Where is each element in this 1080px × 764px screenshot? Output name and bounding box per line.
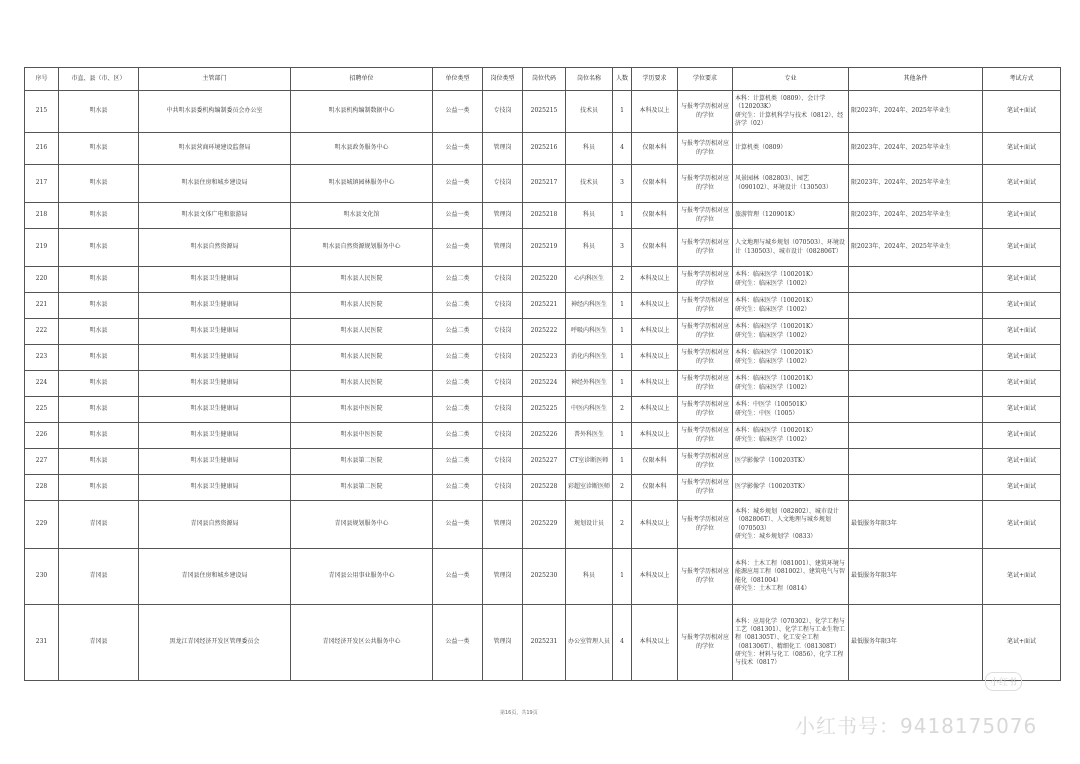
cell-post-code: 2025224 xyxy=(523,371,566,397)
cell-post-type: 管理岗 xyxy=(483,133,523,165)
page-number: 第16页，共19页 xyxy=(500,710,538,716)
cell-county: 明水县 xyxy=(59,267,139,293)
cell-no: 225 xyxy=(25,397,59,423)
cell-other xyxy=(849,371,983,397)
cell-unit: 青冈县规划服务中心 xyxy=(291,501,433,549)
cell-post-name: 中医内科医生 xyxy=(566,397,613,423)
cell-degree: 与报考学历相对应的学位 xyxy=(678,475,733,501)
cell-post-name: 神经内科医生 xyxy=(566,293,613,319)
cell-count: 3 xyxy=(613,165,632,203)
cell-post-name: 神经外科医生 xyxy=(566,371,613,397)
cell-county: 明水县 xyxy=(59,397,139,423)
cell-major: 本科：临床医学（100201K） 研究生：临床医学（1002） xyxy=(733,423,849,449)
cell-exam: 笔试+面试 xyxy=(983,203,1061,229)
cell-count: 1 xyxy=(613,91,632,133)
cell-unit-type: 公益一类 xyxy=(433,501,483,549)
cell-major: 本科：临床医学（100201K） 研究生：临床医学（1002） xyxy=(733,345,849,371)
cell-unit: 明水县政务服务中心 xyxy=(291,133,433,165)
cell-post-type: 管理岗 xyxy=(483,203,523,229)
cell-dept: 明水县卫生健康局 xyxy=(139,475,291,501)
cell-post-type: 专技岗 xyxy=(483,475,523,501)
cell-unit-type: 公益一类 xyxy=(433,91,483,133)
cell-unit-type: 公益一类 xyxy=(433,549,483,605)
cell-count: 3 xyxy=(613,229,632,267)
cell-post-type: 专技岗 xyxy=(483,371,523,397)
cell-post-name: 科员 xyxy=(566,203,613,229)
cell-unit-type: 公益二类 xyxy=(433,293,483,319)
cell-unit-type: 公益二类 xyxy=(433,475,483,501)
cell-no: 231 xyxy=(25,605,59,681)
table-row xyxy=(25,449,1061,475)
cell-degree: 与报考学历相对应的学位 xyxy=(678,165,733,203)
watermark-text: 小红书号：9418175076 xyxy=(795,714,1038,738)
cell-dept: 明水县住房和城乡建设局 xyxy=(139,165,291,203)
cell-degree: 与报考学历相对应的学位 xyxy=(678,371,733,397)
cell-county: 青冈县 xyxy=(59,605,139,681)
cell-dept: 明水县卫生健康局 xyxy=(139,293,291,319)
cell-post-type: 专技岗 xyxy=(483,293,523,319)
cell-major: 本科：应用化学（070302）、化学工程与工艺（081301）、化学工程与工业生物工程（081305T）、化工安全工程（081306T）、精细化工（081308T） 研究生：材料与化工（0856）、化学工程与技术（0817） xyxy=(733,605,849,681)
cell-no: 215 xyxy=(25,91,59,133)
cell-unit-type: 公益一类 xyxy=(433,605,483,681)
cell-dept: 明水县卫生健康局 xyxy=(139,267,291,293)
cell-county: 青冈县 xyxy=(59,501,139,549)
cell-unit: 明水县人民医院 xyxy=(291,371,433,397)
header-exam: 考试方式 xyxy=(983,68,1061,91)
cell-dept: 明水县卫生健康局 xyxy=(139,449,291,475)
cell-post-name: 技术员 xyxy=(566,165,613,203)
table-row xyxy=(25,549,1061,605)
header-county: 市直、县（市、区） xyxy=(59,68,139,91)
cell-post-code: 2025230 xyxy=(523,549,566,605)
cell-degree: 与报考学历相对应的学位 xyxy=(678,605,733,681)
table-body xyxy=(25,91,1061,681)
cell-dept: 明水县自然资源局 xyxy=(139,229,291,267)
cell-dept: 黑龙江青冈经济开发区管理委员会 xyxy=(139,605,291,681)
cell-major: 本科：临床医学（100201K） 研究生：临床医学（1002） xyxy=(733,267,849,293)
cell-other: 最低服务年限3年 xyxy=(849,549,983,605)
cell-post-name: CT室诊断医师 xyxy=(566,449,613,475)
header-count: 人数 xyxy=(613,68,632,91)
cell-other xyxy=(849,449,983,475)
table-row xyxy=(25,165,1061,203)
cell-education: 仅限本科 xyxy=(632,449,678,475)
cell-count: 2 xyxy=(613,475,632,501)
table-row xyxy=(25,293,1061,319)
watermark-badge: 小红书 xyxy=(985,672,1022,691)
table-row xyxy=(25,133,1061,165)
cell-major: 本科：计算机类（0809）、会计学（120203K） 研究生：计算机科学与技术（0812）、经济学（02） xyxy=(733,91,849,133)
cell-post-type: 管理岗 xyxy=(483,229,523,267)
cell-education: 本科及以上 xyxy=(632,267,678,293)
cell-degree: 与报考学历相对应的学位 xyxy=(678,293,733,319)
cell-degree: 与报考学历相对应的学位 xyxy=(678,549,733,605)
cell-county: 明水县 xyxy=(59,203,139,229)
table-row xyxy=(25,475,1061,501)
cell-unit-type: 公益二类 xyxy=(433,345,483,371)
cell-education: 本科及以上 xyxy=(632,371,678,397)
cell-post-name: 心内科医生 xyxy=(566,267,613,293)
cell-education: 仅限本科 xyxy=(632,133,678,165)
cell-county: 明水县 xyxy=(59,423,139,449)
header-post-type: 岗位类型 xyxy=(483,68,523,91)
cell-post-code: 2025231 xyxy=(523,605,566,681)
cell-no: 218 xyxy=(25,203,59,229)
cell-post-code: 2025219 xyxy=(523,229,566,267)
table-row xyxy=(25,267,1061,293)
cell-degree: 与报考学历相对应的学位 xyxy=(678,397,733,423)
cell-post-code: 2025229 xyxy=(523,501,566,549)
cell-count: 1 xyxy=(613,449,632,475)
cell-other xyxy=(849,345,983,371)
cell-no: 224 xyxy=(25,371,59,397)
cell-post-type: 管理岗 xyxy=(483,501,523,549)
cell-post-type: 专技岗 xyxy=(483,267,523,293)
table-row xyxy=(25,397,1061,423)
cell-county: 明水县 xyxy=(59,91,139,133)
cell-post-code: 2025223 xyxy=(523,345,566,371)
cell-education: 本科及以上 xyxy=(632,549,678,605)
cell-count: 2 xyxy=(613,397,632,423)
cell-education: 本科及以上 xyxy=(632,293,678,319)
cell-post-type: 专技岗 xyxy=(483,449,523,475)
cell-county: 明水县 xyxy=(59,229,139,267)
cell-post-code: 2025220 xyxy=(523,267,566,293)
cell-county: 明水县 xyxy=(59,133,139,165)
cell-major: 本科：土木工程（081001）、建筑环境与能源应用工程（081002）、建筑电气与智能化（081004） 研究生：土木工程（0814） xyxy=(733,549,849,605)
cell-post-name: 科员 xyxy=(566,133,613,165)
cell-major: 本科：城乡规划（082802）、城市设计（082806T）、人文地理与城乡规划（070503） 研究生：城乡规划学（0833） xyxy=(733,501,849,549)
cell-degree: 与报考学历相对应的学位 xyxy=(678,319,733,345)
cell-degree: 与报考学历相对应的学位 xyxy=(678,229,733,267)
cell-exam: 笔试+面试 xyxy=(983,449,1061,475)
table-row xyxy=(25,91,1061,133)
header-other: 其他条件 xyxy=(849,68,983,91)
cell-unit: 明水县人民医院 xyxy=(291,293,433,319)
cell-unit: 明水县城镇园林服务中心 xyxy=(291,165,433,203)
header-unit: 招聘单位 xyxy=(291,68,433,91)
cell-post-code: 2025225 xyxy=(523,397,566,423)
cell-other xyxy=(849,423,983,449)
cell-count: 1 xyxy=(613,345,632,371)
cell-unit: 明水县人民医院 xyxy=(291,319,433,345)
cell-unit-type: 公益一类 xyxy=(433,133,483,165)
cell-other xyxy=(849,293,983,319)
cell-unit-type: 公益一类 xyxy=(433,229,483,267)
cell-education: 本科及以上 xyxy=(632,501,678,549)
header-education: 学历要求 xyxy=(632,68,678,91)
cell-no: 220 xyxy=(25,267,59,293)
cell-degree: 与报考学历相对应的学位 xyxy=(678,203,733,229)
cell-education: 本科及以上 xyxy=(632,345,678,371)
cell-other xyxy=(849,319,983,345)
cell-unit-type: 公益二类 xyxy=(433,267,483,293)
cell-post-name: 规划设计员 xyxy=(566,501,613,549)
cell-other: 限2023年、2024年、2025年毕业生 xyxy=(849,203,983,229)
cell-other: 最低服务年限3年 xyxy=(849,605,983,681)
cell-unit: 明水县机构编制数据中心 xyxy=(291,91,433,133)
cell-exam: 笔试+面试 xyxy=(983,133,1061,165)
cell-unit: 明水县第二医院 xyxy=(291,449,433,475)
cell-education: 仅限本科 xyxy=(632,229,678,267)
cell-dept: 明水县卫生健康局 xyxy=(139,319,291,345)
header-dept: 主管部门 xyxy=(139,68,291,91)
cell-degree: 与报考学历相对应的学位 xyxy=(678,91,733,133)
cell-unit: 明水县中医医院 xyxy=(291,397,433,423)
cell-count: 1 xyxy=(613,371,632,397)
cell-post-code: 2025228 xyxy=(523,475,566,501)
header-unit-type: 单位类型 xyxy=(433,68,483,91)
cell-count: 2 xyxy=(613,501,632,549)
cell-post-code: 2025227 xyxy=(523,449,566,475)
cell-post-code: 2025221 xyxy=(523,293,566,319)
cell-post-type: 管理岗 xyxy=(483,605,523,681)
cell-unit: 明水县人民医院 xyxy=(291,267,433,293)
cell-no: 222 xyxy=(25,319,59,345)
cell-county: 明水县 xyxy=(59,345,139,371)
cell-post-code: 2025217 xyxy=(523,165,566,203)
cell-other: 限2023年、2024年、2025年毕业生 xyxy=(849,165,983,203)
cell-unit: 明水县人民医院 xyxy=(291,345,433,371)
cell-exam: 笔试+面试 xyxy=(983,475,1061,501)
cell-unit: 青冈县公用事业服务中心 xyxy=(291,549,433,605)
cell-major: 人文地理与城乡规划（070503）、环境设计（130503）、城市设计（082806T） xyxy=(733,229,849,267)
cell-other: 限2023年、2024年、2025年毕业生 xyxy=(849,133,983,165)
cell-other xyxy=(849,475,983,501)
cell-education: 本科及以上 xyxy=(632,319,678,345)
cell-education: 本科及以上 xyxy=(632,423,678,449)
cell-major: 本科：临床医学（100201K） 研究生：临床医学（1002） xyxy=(733,371,849,397)
cell-unit-type: 公益二类 xyxy=(433,319,483,345)
table-header xyxy=(25,68,1061,91)
cell-no: 228 xyxy=(25,475,59,501)
cell-other xyxy=(849,397,983,423)
cell-unit-type: 公益一类 xyxy=(433,203,483,229)
cell-count: 4 xyxy=(613,605,632,681)
cell-unit-type: 公益二类 xyxy=(433,371,483,397)
cell-county: 明水县 xyxy=(59,165,139,203)
cell-count: 1 xyxy=(613,549,632,605)
table-row xyxy=(25,345,1061,371)
cell-dept: 明水县卫生健康局 xyxy=(139,345,291,371)
cell-dept: 明水县文体广电和旅游局 xyxy=(139,203,291,229)
cell-dept: 明水县营商环境建设监督局 xyxy=(139,133,291,165)
cell-exam: 笔试+面试 xyxy=(983,501,1061,549)
cell-exam: 笔试+面试 xyxy=(983,423,1061,449)
cell-education: 本科及以上 xyxy=(632,91,678,133)
cell-count: 1 xyxy=(613,319,632,345)
cell-education: 仅限本科 xyxy=(632,475,678,501)
cell-degree: 与报考学历相对应的学位 xyxy=(678,133,733,165)
cell-exam: 笔试+面试 xyxy=(983,293,1061,319)
cell-post-name: 普外科医生 xyxy=(566,423,613,449)
cell-county: 明水县 xyxy=(59,319,139,345)
cell-exam: 笔试+面试 xyxy=(983,371,1061,397)
cell-exam: 笔试+面试 xyxy=(983,229,1061,267)
table-row xyxy=(25,319,1061,345)
cell-education: 本科及以上 xyxy=(632,605,678,681)
cell-no: 219 xyxy=(25,229,59,267)
cell-post-code: 2025216 xyxy=(523,133,566,165)
cell-post-name: 办公室管理人员 xyxy=(566,605,613,681)
cell-major: 医学影像学（100203TK） xyxy=(733,449,849,475)
cell-major: 医学影像学（100203TK） xyxy=(733,475,849,501)
cell-no: 217 xyxy=(25,165,59,203)
cell-post-name: 科员 xyxy=(566,229,613,267)
cell-post-code: 2025218 xyxy=(523,203,566,229)
cell-post-type: 管理岗 xyxy=(483,549,523,605)
cell-major: 本科：临床医学（100201K） 研究生：临床医学（1002） xyxy=(733,293,849,319)
cell-unit-type: 公益二类 xyxy=(433,449,483,475)
table-row xyxy=(25,423,1061,449)
cell-no: 227 xyxy=(25,449,59,475)
cell-post-name: 科员 xyxy=(566,549,613,605)
header-no: 序号 xyxy=(25,68,59,91)
cell-unit: 明水县中医医院 xyxy=(291,423,433,449)
cell-post-type: 专技岗 xyxy=(483,165,523,203)
cell-exam: 笔试+面试 xyxy=(983,605,1061,681)
recruitment-table xyxy=(24,67,1061,681)
cell-unit-type: 公益二类 xyxy=(433,397,483,423)
cell-no: 221 xyxy=(25,293,59,319)
cell-other xyxy=(849,267,983,293)
cell-dept: 明水县卫生健康局 xyxy=(139,397,291,423)
table-row xyxy=(25,203,1061,229)
cell-count: 4 xyxy=(613,133,632,165)
cell-exam: 笔试+面试 xyxy=(983,91,1061,133)
cell-count: 1 xyxy=(613,203,632,229)
header-degree: 学位要求 xyxy=(678,68,733,91)
cell-dept: 明水县卫生健康局 xyxy=(139,423,291,449)
cell-exam: 笔试+面试 xyxy=(983,549,1061,605)
cell-unit: 明水县第二医院 xyxy=(291,475,433,501)
cell-exam: 笔试+面试 xyxy=(983,267,1061,293)
cell-dept: 中共明水县委机构编制委员会办公室 xyxy=(139,91,291,133)
cell-post-type: 专技岗 xyxy=(483,397,523,423)
cell-education: 仅限本科 xyxy=(632,165,678,203)
cell-county: 明水县 xyxy=(59,475,139,501)
cell-degree: 与报考学历相对应的学位 xyxy=(678,449,733,475)
cell-post-name: 技术员 xyxy=(566,91,613,133)
cell-education: 本科及以上 xyxy=(632,397,678,423)
table-row xyxy=(25,371,1061,397)
cell-post-type: 专技岗 xyxy=(483,319,523,345)
cell-no: 223 xyxy=(25,345,59,371)
cell-major: 本科：中医学（100501K） 研究生：中医（1005） xyxy=(733,397,849,423)
cell-major: 风景园林（082803）、园艺（090102）、环境设计（130503） xyxy=(733,165,849,203)
cell-degree: 与报考学历相对应的学位 xyxy=(678,501,733,549)
cell-count: 1 xyxy=(613,423,632,449)
cell-count: 1 xyxy=(613,293,632,319)
cell-major: 本科：临床医学（100201K） 研究生：临床医学（1002） xyxy=(733,319,849,345)
cell-post-type: 专技岗 xyxy=(483,91,523,133)
cell-no: 216 xyxy=(25,133,59,165)
header-post-name: 岗位名称 xyxy=(566,68,613,91)
cell-county: 明水县 xyxy=(59,449,139,475)
cell-post-name: 彩超室诊断医师 xyxy=(566,475,613,501)
header-post-code: 岗位代码 xyxy=(523,68,566,91)
cell-degree: 与报考学历相对应的学位 xyxy=(678,267,733,293)
cell-count: 2 xyxy=(613,267,632,293)
cell-education: 仅限本科 xyxy=(632,203,678,229)
cell-dept: 青冈县住房和城乡建设局 xyxy=(139,549,291,605)
cell-post-name: 消化内科医生 xyxy=(566,345,613,371)
cell-no: 230 xyxy=(25,549,59,605)
cell-degree: 与报考学历相对应的学位 xyxy=(678,345,733,371)
cell-unit-type: 公益二类 xyxy=(433,423,483,449)
cell-unit: 青冈经济开发区公共服务中心 xyxy=(291,605,433,681)
cell-post-code: 2025226 xyxy=(523,423,566,449)
cell-degree: 与报考学历相对应的学位 xyxy=(678,423,733,449)
cell-exam: 笔试+面试 xyxy=(983,165,1061,203)
cell-major: 旅游管理（120901K） xyxy=(733,203,849,229)
table-row xyxy=(25,229,1061,267)
cell-unit-type: 公益一类 xyxy=(433,165,483,203)
cell-county: 青冈县 xyxy=(59,549,139,605)
cell-no: 226 xyxy=(25,423,59,449)
cell-post-type: 专技岗 xyxy=(483,423,523,449)
cell-post-code: 2025215 xyxy=(523,91,566,133)
cell-county: 明水县 xyxy=(59,371,139,397)
cell-major: 计算机类（0809） xyxy=(733,133,849,165)
cell-unit: 明水县文化馆 xyxy=(291,203,433,229)
cell-exam: 笔试+面试 xyxy=(983,397,1061,423)
header-major: 专业 xyxy=(733,68,849,91)
cell-other: 最低服务年限3年 xyxy=(849,501,983,549)
table-row xyxy=(25,605,1061,681)
cell-exam: 笔试+面试 xyxy=(983,345,1061,371)
header-row xyxy=(25,68,1061,91)
cell-unit: 明水县自然资源规划服务中心 xyxy=(291,229,433,267)
cell-other: 限2023年、2024年、2025年毕业生 xyxy=(849,91,983,133)
table-row xyxy=(25,501,1061,549)
cell-post-type: 专技岗 xyxy=(483,345,523,371)
cell-dept: 青冈县自然资源局 xyxy=(139,501,291,549)
cell-exam: 笔试+面试 xyxy=(983,319,1061,345)
cell-post-code: 2025222 xyxy=(523,319,566,345)
cell-no: 229 xyxy=(25,501,59,549)
cell-other: 限2023年、2024年、2025年毕业生 xyxy=(849,229,983,267)
cell-dept: 明水县卫生健康局 xyxy=(139,371,291,397)
cell-post-name: 呼吸内科医生 xyxy=(566,319,613,345)
cell-county: 明水县 xyxy=(59,293,139,319)
